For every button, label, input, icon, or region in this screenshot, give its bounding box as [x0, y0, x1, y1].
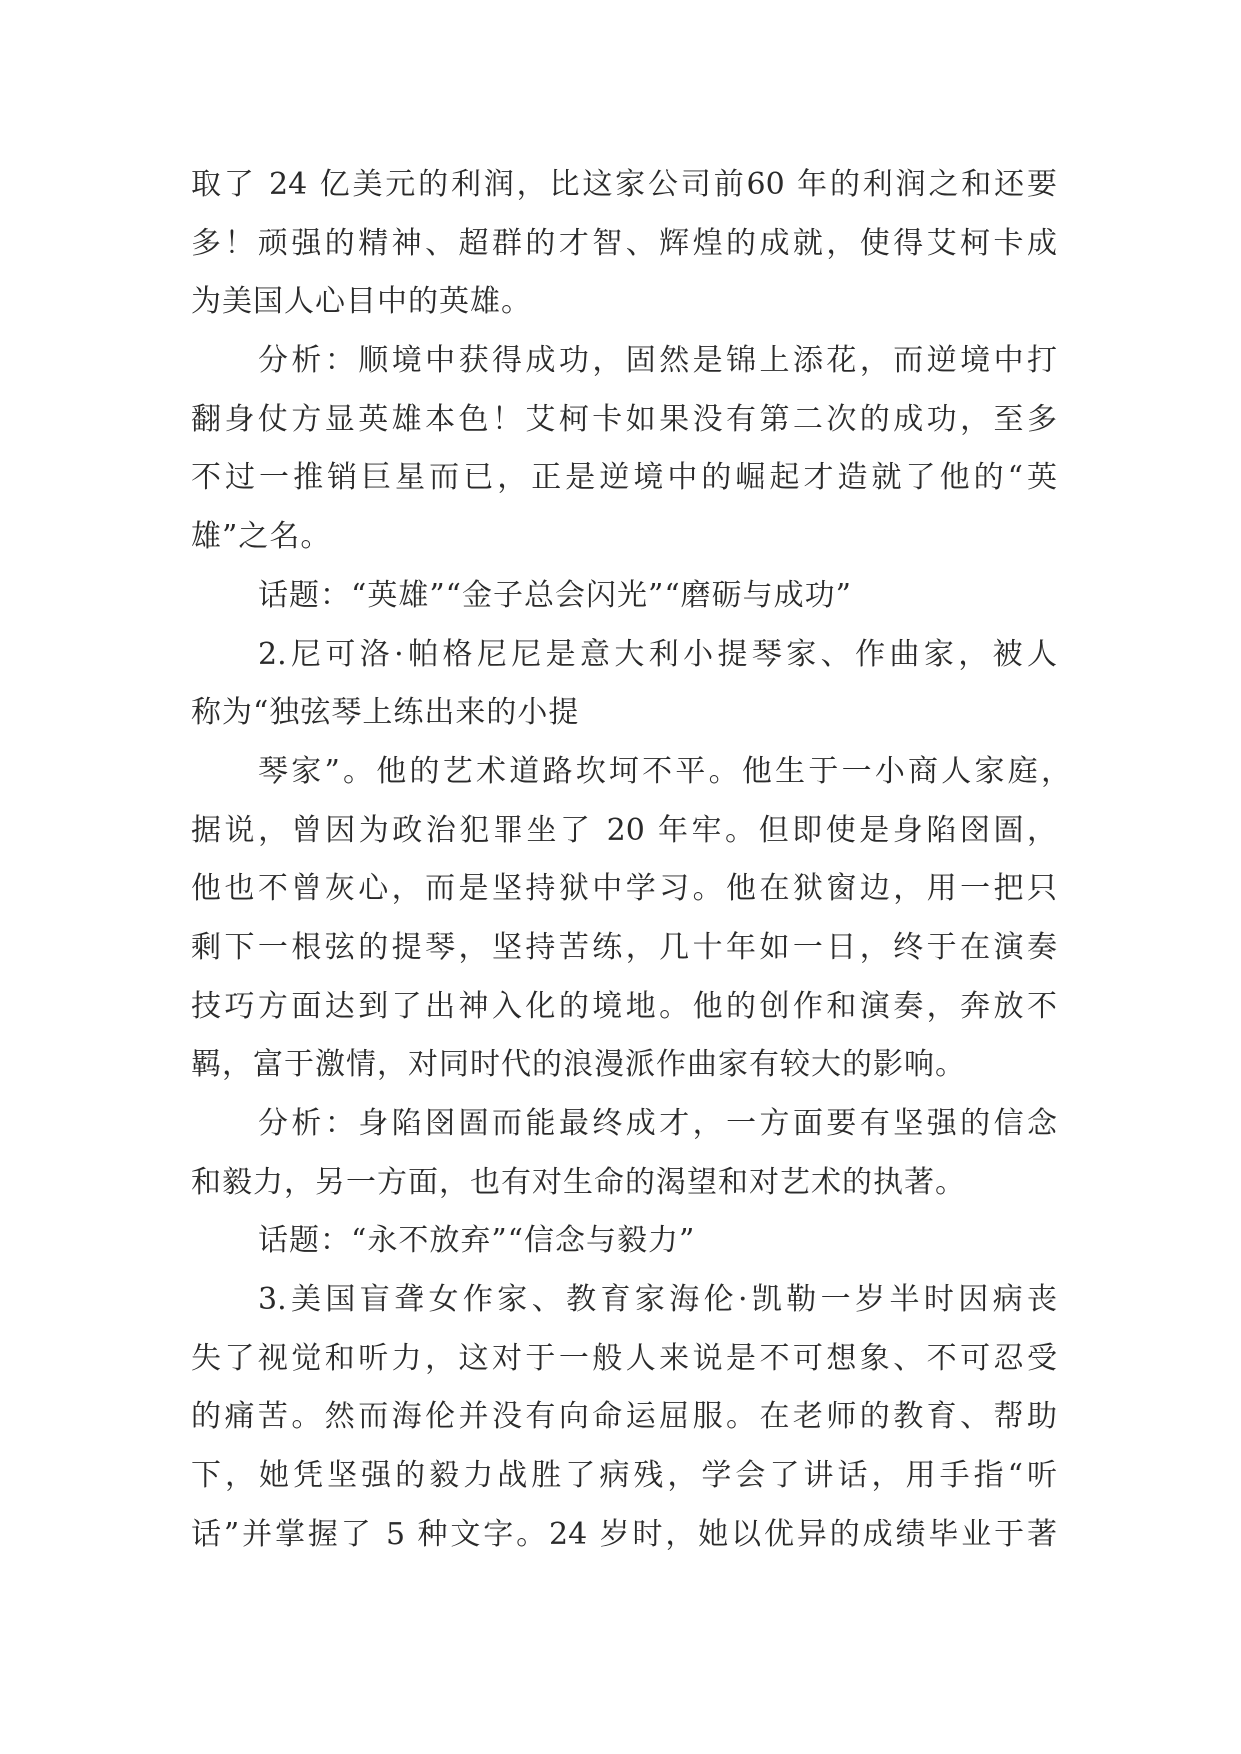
- text-line: 翻身仗方显英雄本色！艾柯卡如果没有第二次的成功，至多: [191, 401, 1057, 437]
- text-line: 2.尼可洛·帕格尼尼是意大利小提琴家、作曲家，被人: [258, 636, 1057, 672]
- text-line: 失了视觉和听力，这对于一般人来说是不可想象、不可忍受: [191, 1340, 1057, 1376]
- text-line: 雄”之名。: [191, 519, 332, 555]
- text-line: 称为“独弦琴上练出来的小提: [191, 695, 580, 731]
- text-line: 下，她凭坚强的毅力战胜了病残，学会了讲话，用手指“听: [191, 1458, 1057, 1494]
- text-line: 琴家”。他的艺术道路坎坷不平。他生于一小商人家庭，: [258, 753, 1071, 789]
- text-line: 多！顽强的精神、超群的才智、辉煌的成就，使得艾柯卡成: [191, 225, 1057, 261]
- text-line: 取了 24 亿美元的利润，比这家公司前60 年的利润之和还要: [191, 167, 1057, 202]
- text-line: 分析：身陷囹圄而能最终成才，一方面要有坚强的信念: [258, 1106, 1057, 1141]
- text-line: 3.美国盲聋女作家、教育家海伦·凯勒一岁半时因病丧: [258, 1282, 1057, 1318]
- text-line: 羁，富于激情，对同时代的浪漫派作曲家有较大的影响。: [191, 1047, 966, 1083]
- text-line: 不过一推销巨星而已，正是逆境中的崛起才造就了他的“英: [191, 460, 1057, 496]
- text-line: 他也不曾灰心，而是坚持狱中学习。他在狱窗边，用一把只: [191, 871, 1057, 907]
- document-page: [191, 156, 1071, 1565]
- text-line: 话题：“英雄”“金子总会闪光”“磨砺与成功”: [258, 577, 853, 613]
- text-line: 话题：“永不放弃”“信念与毅力”: [258, 1223, 696, 1259]
- text-line: 和毅力，另一方面，也有对生命的渴望和对艺术的执著。: [191, 1164, 966, 1200]
- text-line: 分析：顺境中获得成功，固然是锦上添花，而逆境中打: [258, 343, 1057, 379]
- text-line: 剩下一根弦的提琴，坚持苦练，几十年如一日，终于在演奏: [191, 929, 1057, 965]
- text-line: 话”并掌握了 5 种文字。24 岁时，她以优异的成绩毕业于著: [191, 1516, 1057, 1552]
- text-line: 技巧方面达到了出神入化的境地。他的创作和演奏，奔放不: [191, 988, 1057, 1024]
- text-line: 的痛苦。然而海伦并没有向命运屈服。在老师的教育、帮助: [191, 1399, 1057, 1435]
- text-line: 据说，曾因为政治犯罪坐了 20 年牢。但即使是身陷囹圄，: [191, 812, 1057, 848]
- text-line: 为美国人心目中的英雄。: [191, 284, 532, 320]
